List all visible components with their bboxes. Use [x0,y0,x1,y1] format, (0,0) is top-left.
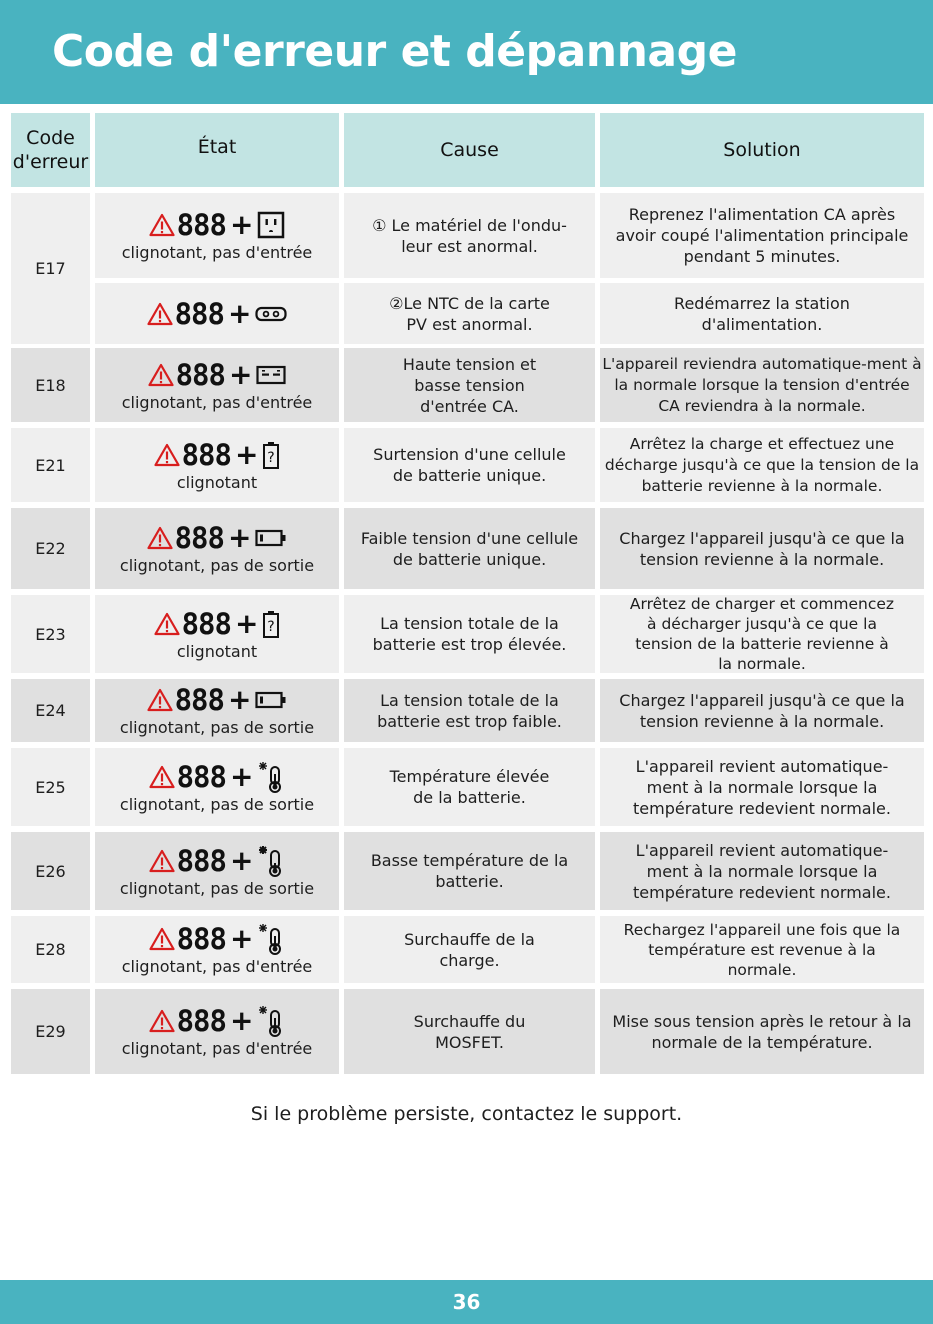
warning-icon [149,927,175,951]
state-text: clignotant, pas de sortie [119,718,315,737]
state-cell [95,595,339,673]
plus-sign: + [234,606,259,640]
error-code-cell: E24 [11,679,90,742]
cause-cell: Surtension d'une cellule de batterie unique. [344,428,595,502]
thermometer-sun-icon [257,1005,285,1037]
cause-cell: Basse température de la batterie. [344,832,595,910]
solution-cell: Arrêtez la charge et effectuez une décharge jusqu'à ce que la tension de la batterie revienne à la normale. [600,428,924,502]
error-code-cell: E21 [11,428,90,502]
error-code-cell: E28 [11,916,90,983]
state-text: clignotant, pas de sortie [119,556,315,575]
state-cell [95,916,339,983]
cause-cell: Surchauffe de la charge. [344,916,595,983]
display-digits: 888 [181,606,231,641]
solution-cell: Chargez l'appareil jusqu'à ce que la tension revienne à la normale. [600,508,924,589]
warning-icon [149,765,175,789]
support-note: Si le problème persiste, contactez le support. [250,1103,683,1125]
solution-cell: Arrêtez de charger et commencez à décharger jusqu'à ce que la tension de la batterie revienne à la normale. [600,595,924,673]
plus-sign: + [229,922,254,955]
svg-text:?: ? [267,449,276,466]
state-text: clignotant, pas de sortie [119,794,315,814]
thermometer-snow-icon [257,845,285,877]
state-cell [95,348,339,422]
display-digits: 888 [175,357,225,392]
display-digits: 888 [176,759,226,794]
status-display [149,208,286,242]
col-header-solution: Solution [600,113,924,187]
display-digits: 888 [176,1004,226,1038]
status-display [149,844,286,878]
display-digits: 888 [176,208,226,242]
cause-cell: ②Le NTC de la carte PV est anormal. [344,283,595,344]
col-header-code: Code d'erreur [11,113,90,187]
plus-sign: + [229,1004,254,1037]
error-code-cell: E17 [11,193,90,344]
state-cell [95,748,339,826]
error-code-cell: E26 [11,832,90,910]
solution-cell: L'appareil revient automatique-ment à la normale lorsque la température redevient normale. [600,832,924,910]
col-header-cause: Cause [344,113,595,187]
state-cell [95,679,339,742]
state-text: clignotant [176,472,258,492]
plus-sign: + [229,843,254,877]
thermometer-sun-icon [257,761,285,793]
battery-low-icon [255,691,287,709]
error-code-cell: E29 [11,989,90,1074]
ac-outlet-icon [257,211,285,239]
state-cell [95,989,339,1074]
warning-icon [148,363,174,387]
state-cell [95,283,339,344]
status-display [147,297,288,331]
error-code-cell: E22 [11,508,90,589]
display-digits: 888 [174,296,224,331]
state-text: clignotant, pas d'entrée [121,243,313,262]
display-digits: 888 [181,437,231,472]
status-display [147,683,288,717]
solution-cell: Reprenez l'alimentation CA après avoir coupé l'alimentation principale pendant 5 minutes. [600,193,924,278]
status-display [149,922,286,956]
state-text: clignotant [176,641,258,661]
state-cell [95,508,339,589]
plus-sign: + [229,759,254,793]
col-header-state: État [95,113,339,187]
solution-cell: L'appareil revient automatique-ment à la normale lorsque la température redevient normale. [600,748,924,826]
status-display [154,438,281,472]
state-cell [95,832,339,910]
solution-cell: Rechargez l'appareil une fois que la température est revenue à la normale. [600,916,924,983]
display-digits: 888 [176,843,226,878]
display-digits: 888 [174,683,224,717]
cause-cell: Faible tension d'une cellule de batterie unique. [344,508,595,589]
warning-icon [154,443,180,467]
warning-icon [147,526,173,550]
cause-cell: La tension totale de la batterie est trop faible. [344,679,595,742]
display-digits: 888 [174,521,224,555]
warning-icon [147,302,173,326]
solution-cell: Mise sous tension après le retour à la normale de la température. [600,989,924,1074]
warning-icon [149,849,175,873]
cause-cell: Haute tension et basse tension d'entrée CA. [344,348,595,422]
plus-sign: + [227,683,252,716]
solution-cell: Redémarrez la station d'alimentation. [600,283,924,344]
error-code-cell: E25 [11,748,90,826]
status-display [148,358,287,392]
status-display [149,760,286,794]
solution-cell: Chargez l'appareil jusqu'à ce que la tension revienne à la normale. [600,679,924,742]
status-display [147,521,288,555]
state-text: clignotant, pas d'entrée [121,957,313,976]
plus-sign: + [228,357,253,391]
dc-input-icon [256,365,286,385]
error-code-cell: E18 [11,348,90,422]
battery-cell-question-icon [262,610,280,638]
battery-cell-question-icon [262,441,280,469]
thermometer-sun-icon [257,923,285,955]
cause-cell: La tension totale de la batterie est trop élevée. [344,595,595,673]
state-text: clignotant, pas d'entrée [121,1039,313,1058]
status-display [149,1004,286,1038]
state-cell [95,193,339,278]
cause-cell: Température élevée de la batterie. [344,748,595,826]
warning-icon [149,213,175,237]
state-cell [95,428,339,502]
plus-sign: + [227,521,252,554]
status-display [154,607,281,641]
state-text: clignotant, pas de sortie [119,878,315,898]
cause-cell: Surchauffe du MOSFET. [344,989,595,1074]
cause-cell: ① Le matériel de l'ondu-leur est anormal. [344,193,595,278]
page-title: Code d'erreur et dépannage [52,26,737,77]
solution-cell: L'appareil reviendra automatique-ment à la normale lorsque la tension d'entrée CA reviendra à la normale. [600,348,924,422]
display-digits: 888 [176,922,226,956]
plus-sign: + [227,296,252,330]
plus-sign: + [234,437,259,471]
svg-text:?: ? [267,618,276,635]
plus-sign: + [229,208,254,241]
pv-input-icon [255,305,287,323]
warning-icon [147,688,173,712]
state-text: clignotant, pas d'entrée [121,392,313,412]
error-code-cell: E23 [11,595,90,673]
page-header [0,0,933,104]
battery-low-icon [255,529,287,547]
warning-icon [154,612,180,636]
warning-icon [149,1009,175,1033]
page-number: 36 [452,1290,481,1314]
